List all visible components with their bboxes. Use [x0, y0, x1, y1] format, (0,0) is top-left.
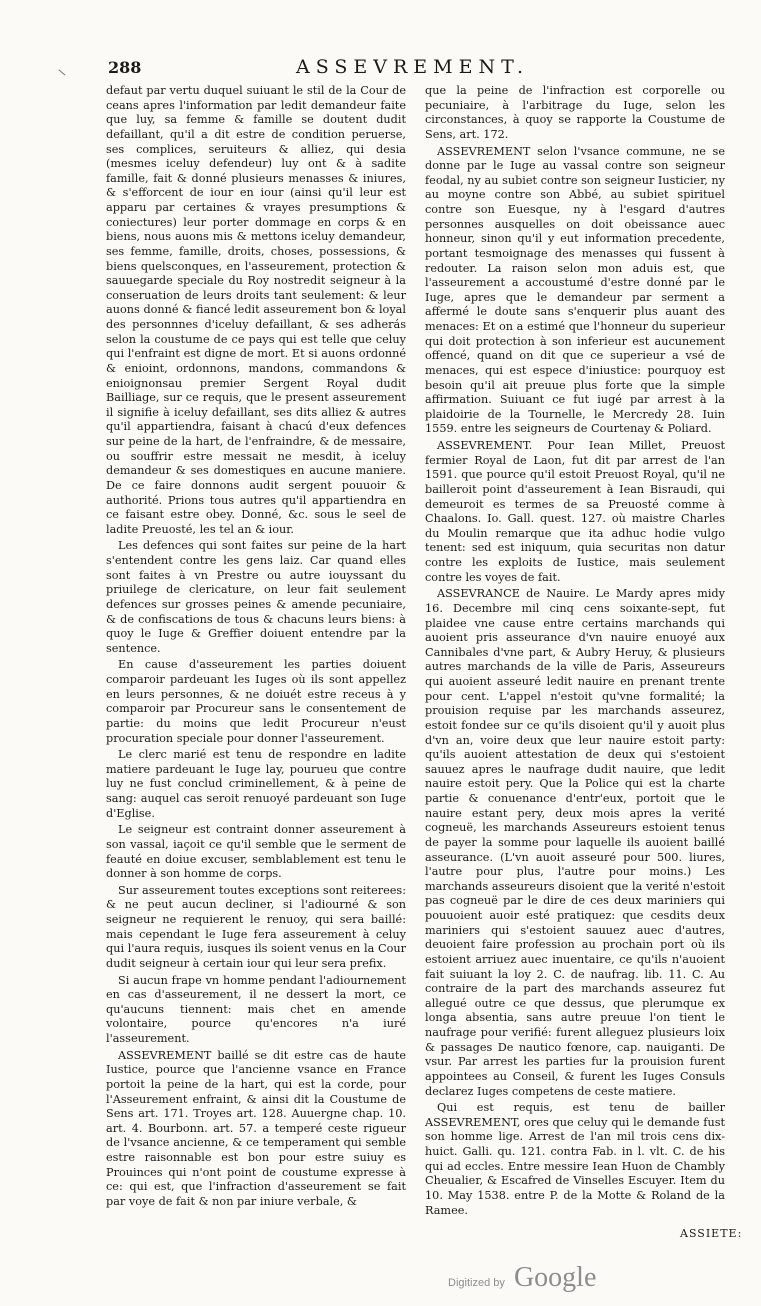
- ink-speck: [59, 70, 66, 76]
- paragraph: Les defences qui sont faites sur peine de la hart s'entendent contre les gens laiz. Car quand elles sont faites à vn Prestre ou autre iouyssant du priuilege de clericature, on leur fait seulement defences sur grosses peines & amende pecuniaire, & de confiscations de tous & chacuns leurs biens: à quoy le Iuge & Greffier doiuent entendre par la sentence.: [106, 539, 406, 655]
- page-number: 288: [108, 58, 142, 77]
- paragraph: defaut par vertu duquel suiuant le stil de la Cour de ceans apres l'information par ledit demandeur faite que luy, sa femme & famille se doutent dudit defaillant, qu'il a dit estre de condition peruerse, ses complices, seruiteurs & alliez, qui desia (mesmes iceluy defendeur) luy ont & à sadite famille, fait & donné plusieurs menasses & iniures, & s'efforcent de iour en iour (ainsi qu'il leur est apparu par certaines & vrayes presumptions & coniectures) leur porter dommage en corps & en biens, nous auons mis & mettons iceluy demandeur, ses femme, famille, droits, choses, possessions, & biens quelsconques, en l'asseurement, protection & sauuegarde speciale du Roy nostredit seigneur à la conseruation de leurs droits tant seulement: & leur auons donné & fiancé ledit asseurement bon & loyal des personnnes d'iceluy defaillant, & ses adherás selon la coustume de ce pays qui est telle que celuy qui l'enfraint est digne de mort. Et si auons ordonné & enioint, ordonnons, mandons, commandons & enioignonsau premier Sergent Royal dudit Bailliage, sur ce requis, que le present asseurement il signifie à iceluy defaillant, ses dits alliez & autres qu'il appartiendra, faisant à chacú d'eux defences sur peine de la hart, de l'enfraindre, & de messaire, ou souffrir estre messait ne mesdit, à iceluy demandeur & ses domestiques en aucune maniere. De ce faire donnons audit sergent pouuoir & authorité. Prions tous autres qu'il appartiendra en ce faisant estre obey. Donné, &c. sous le seel de ladite Preuosté, les tel an & iour.: [106, 84, 406, 536]
- running-title: ASSEVREMENT.: [295, 56, 530, 78]
- digitized-watermark: [448, 1262, 596, 1294]
- left-column: [106, 84, 406, 1214]
- paragraph: que la peine de l'infraction est corporelle ou pecuniaire, à l'arbitrage du Iuge, selon les circonstances, à quoy se rapporte la Coustume de Sens, art. 172.: [425, 84, 725, 141]
- paragraph: Si aucun frape vn homme pendant l'adiournement en cas d'asseurement, il ne dessert la mort, ce qu'aucuns tiennent: mais chet en amende volontaire, pource qu'encores n'a iuré l'asseurement.: [106, 973, 406, 1045]
- paragraph: ASSEVREMENT selon l'vsance commune, ne se donne par le Iuge au vassal contre son seigneur feodal, ny au subiet contre son seigneur Iusticier, ny au moyne contre son Abbé, au subiet spirituel contre son Euesque, ny à l'esgard d'autres personnes ausquelles on doit obeissance auec honneur, sinon qu'il y eut information precedente, portant tesmoignage des menasses qui fussent à redouter. La raison selon mon aduis est, que l'asseurement a accoustumé d'estre donné par le Iuge, apres que le demandeur par serment a affermé le doute sans s'enquerir plus auant des menaces: Et on a estimé que l'honneur du superieur qui doit protection à son inferieur est aucunement offencé, quand on dit que ce superieur a vsé de menaces, qui est espece d'iniustice: pourquoy est besoin qu'il ait preuue plus forte que la simple affirmation. Suiuant ce fut iugé par arrest à la plaidoirie de la Tournelle, le Mercredy 28. Iuin 1559. entre les seigneurs de Courtenay & Poliard.: [425, 144, 725, 436]
- paragraph: En cause d'asseurement les parties doiuent comparoir pardeuant les Iuges où ils sont appellez en leurs personnes, & ne doiuét estre receus à y comparoir par Procureur sans le consentement de partie: du moins que ledit Procureur n'eust procuration speciale pour donner l'asseurement.: [106, 658, 406, 745]
- watermark-prefix: Digitized by: [448, 1277, 505, 1289]
- page-header: [100, 56, 725, 84]
- paragraph: Sur asseurement toutes exceptions sont reiterees: & ne peut aucun decliner, si l'adiourné & son seigneur ne requierent le renuoy, qui sera baillé: mais cependant le Iuge fera asseurement à celuy qui l'aura requis, iusques ils soient venus en la Cour dudit seigneur à certain iour qui leur sera prefix.: [106, 883, 406, 970]
- paragraph: Le seigneur est contraint donner asseurement à son vassal, iaçoit ce qu'il semble que le serment de feauté en doiue excuser, semblablement est tenu le donner à son homme de corps.: [106, 823, 406, 881]
- paragraph: ASSEVRANCE de Nauire. Le Mardy apres midy 16. Decembre mil cinq cens soixante-sept, fut plaidee vne cause entre certains marchands qui auoient pris asseurance d'vn nauire enuoyé aux Cannibales d'vne part, & Aubry Heruy, & plusieurs autres marchands de la ville de Paris, Asseureurs qui auoient asseuré ledit nauire en prenant trente pour cent. L'appel n'estoit qu'vne formalité; la prouision requise par les marchands asseurez, estoit fondee sur ce qu'ils disoient qu'il y auoit plus d'vn an, voire deux que leur nauire estoit party: qu'ils auoient attestation de deux qui s'estoient sauuez apres le naufrage dudit nauire, que ledit nauire estoit pery. Que la Police qui est la charte partie & conuenance d'entr'eux, portoit que le nauire estant pery, deux mois apres la verité cogneuë, les marchands Asseureurs estoient tenus de payer la somme pour laquelle ils auoient baillé asseurance. (L'vn auoit asseuré pour 500. liures, l'autre pour plus, l'autre pour moins.) Les marchands asseureurs disoient que la verité n'estoit pas cogneuë par le dire de ces deux mariniers qui pouuoient auoir esté pratiquez: que cesdits deux mariniers qui s'estoient sauuez auec d'autres, deuoient faire profession au prochain port où ils estoient arriuez auec inuentaire, ce qu'ils n'auoient fait suiuant la loy 2. C. de naufrag. lib. 11. C. Au contraire de la part des marchands asseurez fut allegué outre ce que dessus, que plerumque ex longa absentia, sans autre preuue l'on tient le naufrage pour verifié: furent alleguez plusieurs loix & passages De nautico fœnore, cap. nauiganti. De vsur. Par arrest les parties fur la prouision furent appointees au Conseil, & furent les Iuges Consuls declarez Iuges competens de ceste matiere.: [425, 587, 725, 1098]
- right-column: [425, 84, 725, 1222]
- paragraph: ASSEVREMENT baillé se dit estre cas de haute Iustice, pource que l'ancienne vsance en France portoit la peine de la hart, qui est la corde, pour l'Asseurement enfraint, & ainsi dit la Coustume de Sens art. 171. Troyes art. 128. Auuergne chap. 10. art. 4. Bourbonn. art. 57. a temperé ceste rigueur de l'vsance ancienne, & ce temperament qui semble estre raisonnable est bon pour estre suiuy es Prouinces qui n'ont point de coustume expresse à ce: qui est, que l'infraction d'asseurement se fait par voye de fait & non par iniure verbale, &: [106, 1048, 406, 1208]
- paragraph: ASSEVREMENT. Pour Iean Millet, Preuost fermier Royal de Laon, fut dit par arrest de l'an 1591. que pource qu'il estoit Preuost Royal, qu'il ne bailleroit point d'asseurement à Iean Bisraudi, qui demeuroit es termes de sa Preuosté comme à Chaalons. Io. Gall. quest. 127. où maistre Charles du Moulin remarque que ita adhuc hodie vulgo tenent: sed est iniquum, quia securitas non datur contre les exploits de Iustice, mais seulement contre les voyes de fait.: [425, 439, 725, 584]
- paragraph: Le clerc marié est tenu de respondre en ladite matiere pardeuant le Iuge lay, pourueu que contre luy ne fust conclud criminellement, & à peine de sang: auquel cas seroit renuoyé pardeuant son Iuge d'Eglise.: [106, 748, 406, 820]
- paragraph: Qui est requis, est tenu de bailler ASSEVREMENT, ores que celuy qui le demande fust son homme lige. Arrest de l'an mil trois cens dix-huict. Galli. qu. 121. contra Fab. in l. vlt. C. de his qui ad eccles. Entre messire Iean Huon de Chambly Cheualier, & Escafred de Vinselles Escuyer. Item du 10. May 1538. entre P. de la Motte & Roland de la Ramee.: [425, 1101, 725, 1217]
- watermark-brand: Google: [513, 1262, 597, 1293]
- catchword: ASSIETE:: [680, 1227, 743, 1240]
